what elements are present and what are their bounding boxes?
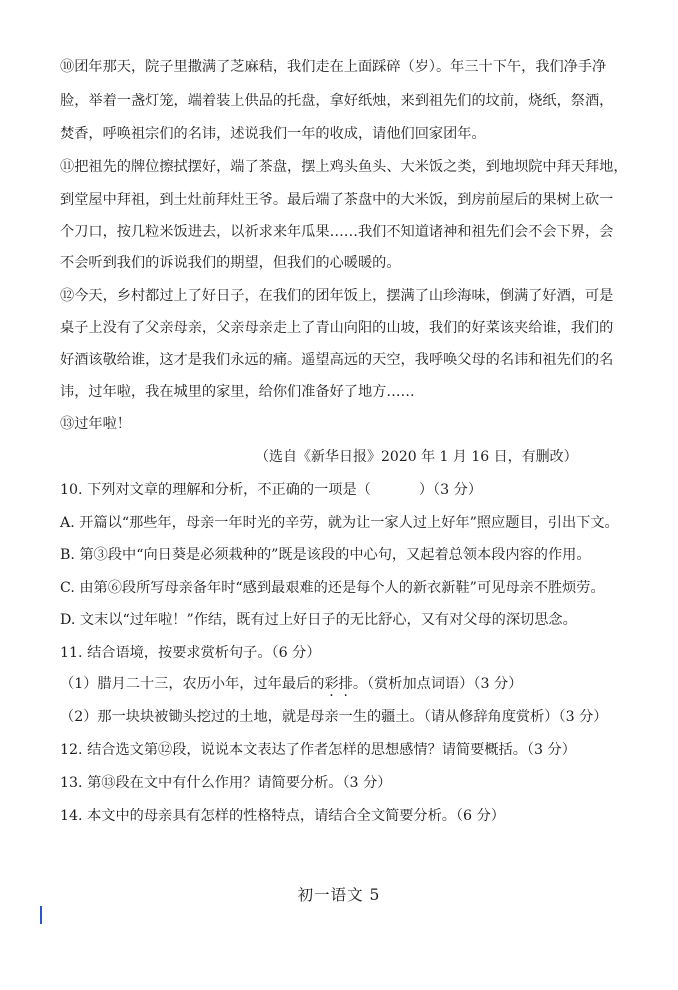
question-11-sub-1: [60, 674, 632, 694]
paragraph-11-line-2: 到堂屋中拜祖，到土灶前拜灶王爷。最后端了茶盘中的大米饭，到房前屋后的果树上砍一: [60, 192, 614, 208]
paragraph-11-line-3: 个刀口，按几粒米饭进去，以祈求来年瓜果……我们不知道诸神和祖先们会不会下界，会: [60, 224, 614, 240]
paragraph-12-line-3: 好酒该敬给谁，这才是我们永远的痛。遥望高远的天空，我呼唤父母的名讳和祖先们的名: [60, 352, 614, 368]
source-citation: （选自《新华日报》2020 年 1 月 16 日，有删改）: [255, 449, 578, 465]
emphasis-dot-char: 彩: [324, 676, 339, 692]
paragraph-10-line-2: 脸，举着一盏灯笼，端着装上供品的托盘，拿好纸烛，来到祖先们的坟前，烧纸，祭酒，: [60, 93, 614, 109]
question-11-stem: 11. 结合语境，按要求赏析句子。（6 分）: [60, 645, 321, 661]
question-10-stem-before: 10. 下列对文章的理解和分析，不正确的一项是（: [60, 482, 371, 498]
question-10-stem-after: ）（3 分）: [418, 482, 483, 498]
dotted-word: [324, 676, 352, 692]
paragraph-12-line-4: 讳，过年啦，我在城里的家里，给你们准备好了地方……: [60, 384, 415, 400]
question-11-sub-1-before: （1）腊月二十三，农历小年，过年最后的: [60, 676, 325, 692]
question-12: 12. 结合选文第⑫段，说说本文表达了作者怎样的思想感情？请简要概括。（3 分）: [60, 742, 576, 758]
question-10-option-a: A. 开篇以“那些年，母亲一年时光的辛劳，就为让一家人过上好年”照应题目，引出下文。: [60, 515, 619, 531]
question-14: 14. 本文中的母亲具有怎样的性格特点，请结合全文简要分析。（6 分）: [60, 808, 505, 824]
page-footer: 初一语文 5: [297, 886, 381, 904]
emphasis-dot-char: 排: [338, 676, 353, 692]
paragraph-13: ⑬过年啦！: [60, 416, 131, 432]
text-cursor-mark: [40, 906, 42, 924]
question-10-option-c: C. 由第⑥段所写母亲备年时“感到最艰难的还是每个人的新衣新鞋”可见母亲不胜烦劳。: [60, 580, 605, 596]
paragraph-12-line-2: 桌子上没有了父亲母亲，父亲母亲走上了青山向阳的山坡，我们的好菜该夹给谁，我们的: [60, 320, 614, 336]
paragraph-10-line-1: ⑩团年那天，院子里撒满了芝麻秸，我们走在上面踩碎（岁）。年三十下午，我们净手净: [60, 59, 607, 75]
dotted-word-text: [324, 676, 352, 692]
paragraph-11-line-1: ⑪把祖先的牌位擦拭摆好，端了茶盘，摆上鸡头鱼头、大米饭之类，到地坝院中拜天拜地，: [60, 159, 628, 175]
paragraph-12-line-1: ⑫今天，乡村都过上了好日子，在我们的团年饭上，摆满了山珍海味，倒满了好酒，可是: [60, 288, 614, 304]
question-11-sub-1-after: 。（赏析加点词语）（3 分）: [352, 676, 523, 692]
question-10-stem: [60, 480, 632, 500]
paragraph-11-line-4: 不会听到我们的诉说我们的期望，但我们的心暖暖的。: [60, 255, 401, 271]
question-13: 13. 第⑬段在文中有什么作用？请简要分析。（3 分）: [60, 775, 392, 791]
question-10-option-d: D. 文末以“过年啦！”作结，既有过上好日子的无比舒心，又有对父母的深切思念。: [60, 612, 577, 628]
paragraph-10-line-3: 焚香，呼唤祖宗们的名讳，述说我们一年的收成，请他们回家团年。: [60, 126, 486, 142]
question-10-option-b: B. 第③段中“向日葵是必须栽种的”既是该段的中心句，又起着总领本段内容的作用。: [60, 547, 591, 563]
question-11-sub-2: （2）那一块块被锄头挖过的土地，就是母亲一生的疆土。（请从修辞角度赏析）（3 分）: [60, 709, 608, 725]
